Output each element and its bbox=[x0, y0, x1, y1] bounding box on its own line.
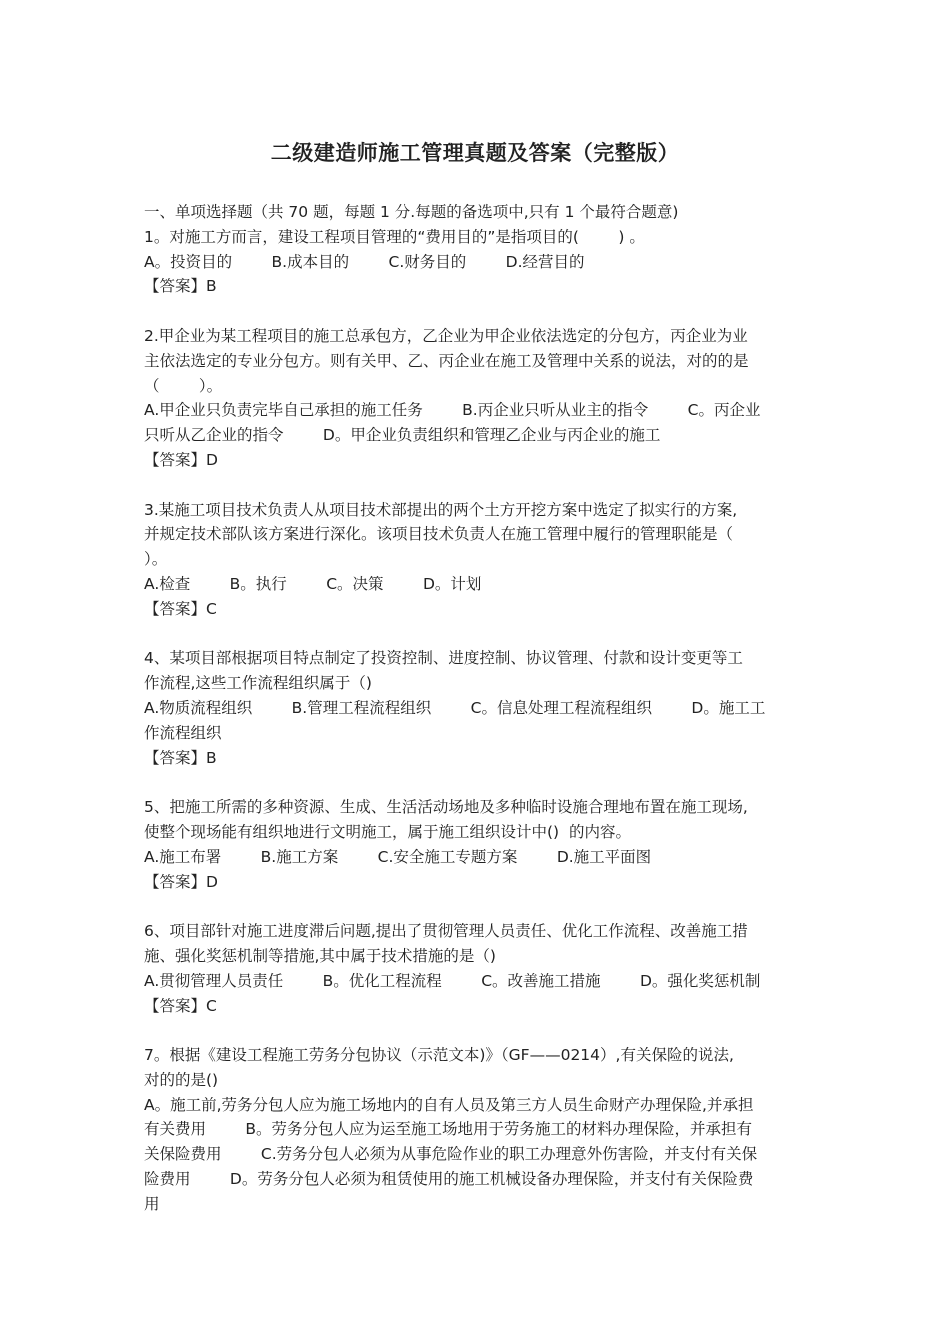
question-text-line: 关保险费用 C.劳务分包人必须为从事危险作业的职工办理意外伤害险，并支付有关保 bbox=[144, 1145, 758, 1164]
question-text-line: A.施工布署 B.施工方案 C.安全施工专题方案 D.施工平面图 bbox=[144, 847, 652, 866]
question-text-line: 3.某施工项目技术负责人从项目技术部提出的两个土方开挖方案中选定了拟实行的方案, bbox=[144, 500, 738, 519]
answer-line: 【答案】D bbox=[144, 450, 218, 469]
question-text-line: A.物质流程组织 B.管理工程流程组织 C。信息处理工程流程组织 D。施工工 bbox=[144, 698, 766, 717]
question-text-line: 7。根据《建设工程施工劳务分包协议（示范文本)》（GF——0214）,有关保险的说法, bbox=[144, 1046, 734, 1065]
question-text-line: 4、某项目部根据项目特点制定了投资控制、进度控制、协议管理、付款和设计变更等工 bbox=[144, 649, 743, 668]
question-block bbox=[144, 795, 806, 919]
question-text-line: 作流程,这些工作流程组织属于（) bbox=[144, 674, 372, 693]
paragraph-gap bbox=[144, 622, 806, 647]
question-block bbox=[144, 498, 806, 647]
question-text-line: 有关费用 B。劳务分包人应为运至施工场地用于劳务施工的材料办理保险，并承担有 bbox=[144, 1120, 753, 1139]
question-block bbox=[144, 225, 806, 324]
question-text-line: 对的的是() bbox=[144, 1070, 219, 1089]
document-title: 二级建造师施工管理真题及答案（完整版） bbox=[270, 141, 680, 165]
question-list bbox=[144, 225, 806, 1217]
paragraph-gap bbox=[144, 1018, 806, 1043]
question-text-line: 并规定技术部队该方案进行深化。该项目技术负责人在施工管理中履行的管理职能是（ bbox=[144, 525, 734, 544]
question-text-line: 1。对施工方而言，建设工程项目管理的“费用目的”是指项目的( ) 。 bbox=[144, 227, 645, 246]
answer-line: 【答案】D bbox=[144, 872, 218, 891]
paragraph-gap bbox=[144, 299, 806, 324]
question-block bbox=[144, 646, 806, 795]
question-text-line: 作流程组织 bbox=[144, 723, 222, 742]
question-block bbox=[144, 919, 806, 1043]
paragraph-gap bbox=[144, 894, 806, 919]
question-block bbox=[144, 1043, 806, 1217]
question-text-line: ）。 bbox=[144, 550, 168, 569]
question-block bbox=[144, 324, 806, 498]
question-text-line: 2.甲企业为某工程项目的施工总承包方，乙企业为甲企业依法选定的分包方，丙企业为业 bbox=[144, 326, 748, 345]
question-text-line: A.贯彻管理人员责任 B。优化工程流程 C。改善施工措施 D。强化奖惩机制 bbox=[144, 971, 761, 990]
paragraph-gap bbox=[144, 473, 806, 498]
answer-line: 【答案】C bbox=[144, 996, 217, 1015]
question-text-line: 6、项目部针对施工进度滞后问题,提出了贯彻管理人员责任、优化工作流程、改善施工措 bbox=[144, 922, 748, 941]
question-text-line: A。施工前,劳务分包人应为施工场地内的自有人员及第三方人员生命财产办理保险,并承担 bbox=[144, 1095, 754, 1114]
question-text-line: 5、把施工所需的多种资源、生成、生活活动场地及多种临时设施合理地布置在施工现场, bbox=[144, 798, 748, 817]
paragraph-gap bbox=[144, 770, 806, 795]
question-text-line: A.甲企业只负责完毕自己承担的施工任务 B.丙企业只听从业主的指令 C。丙企业 bbox=[144, 401, 761, 420]
question-text-line: 只听从乙企业的指令 D。甲企业负责组织和管理乙企业与丙企业的施工 bbox=[144, 426, 661, 445]
question-text-line: 主依法选定的专业分包方。则有关甲、乙、丙企业在施工及管理中关系的说法，对的的是 bbox=[144, 351, 749, 370]
question-text-line: A.检查 B。执行 C。决策 D。计划 bbox=[144, 574, 482, 593]
section-heading: 一、单项选择题（共 70 题，每题 1 分.每题的备选项中,只有 1 个最符合题意) bbox=[144, 203, 679, 221]
question-text-line: （ ）。 bbox=[144, 376, 223, 395]
answer-line: 【答案】B bbox=[144, 748, 217, 767]
question-text-line: 施、强化奖惩机制等措施,其中属于技术措施的是（) bbox=[144, 946, 496, 965]
question-text-line: 用 bbox=[144, 1194, 160, 1213]
answer-line: 【答案】C bbox=[144, 599, 217, 618]
question-text-line: A。投资目的 B.成本目的 C.财务目的 D.经营目的 bbox=[144, 252, 585, 271]
question-text-line: 使整个现场能有组织地进行文明施工，属于施工组织设计中() 的内容。 bbox=[144, 822, 631, 841]
answer-line: 【答案】B bbox=[144, 277, 217, 296]
document-body bbox=[144, 200, 806, 1217]
question-text-line: 险费用 D。劳务分包人必须为租赁使用的施工机械设备办理保险，并支付有关保险费 bbox=[144, 1170, 754, 1189]
